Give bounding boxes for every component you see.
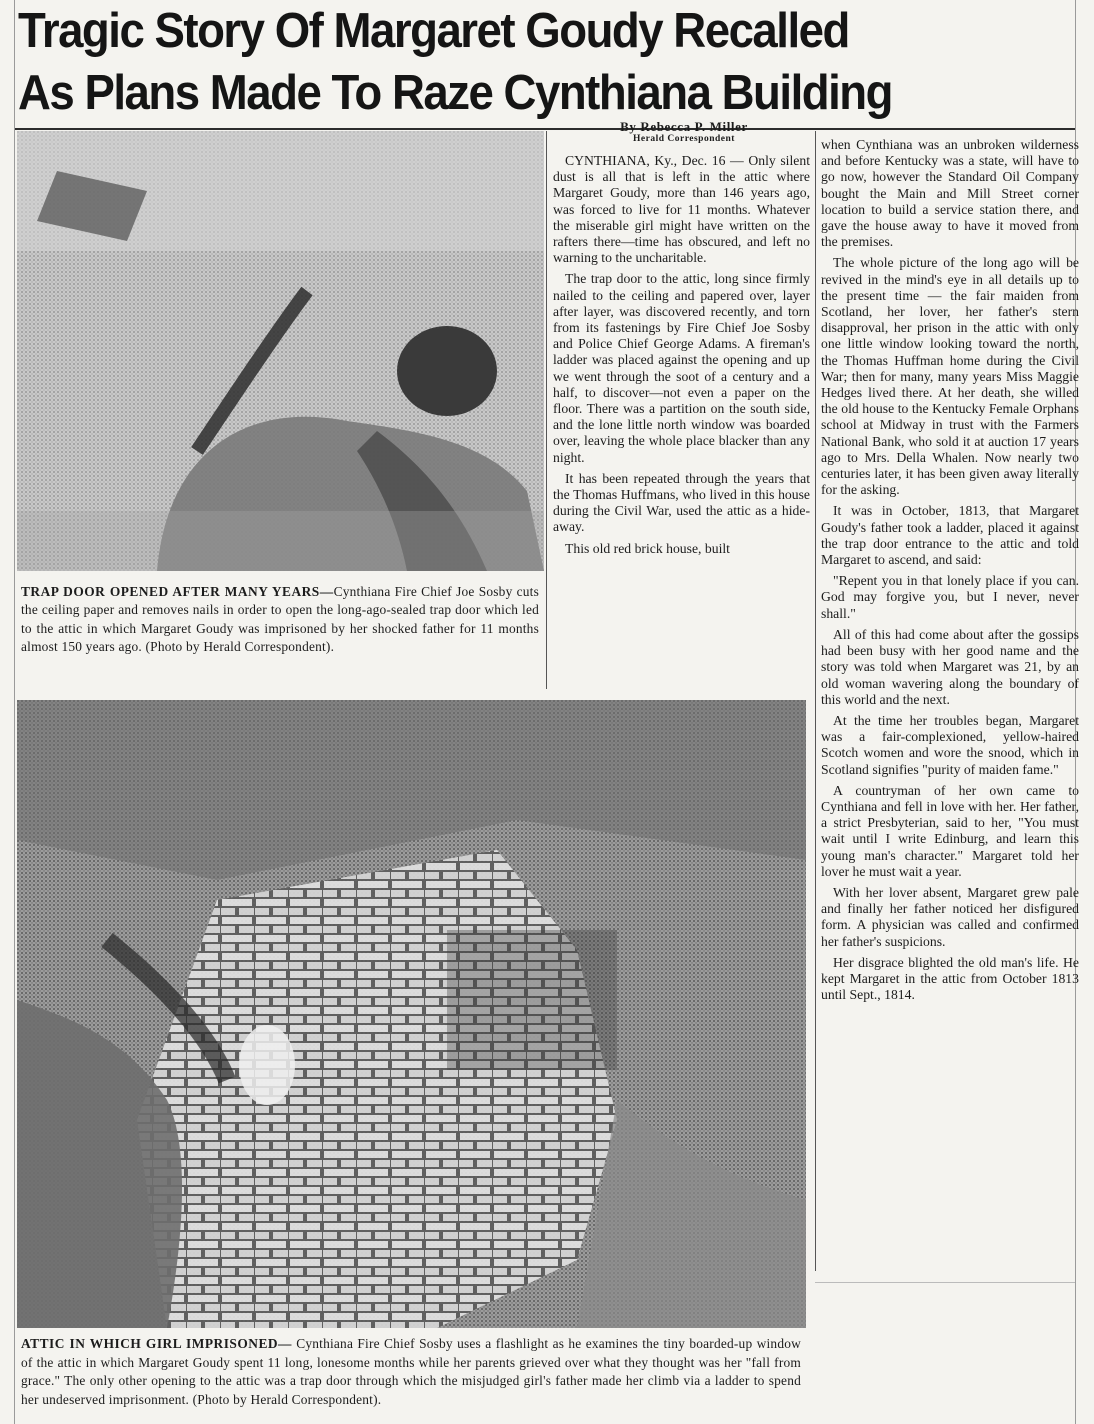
left-margin-rule bbox=[14, 0, 15, 1424]
caption-1-lead: TRAP DOOR OPENED AFTER MANY YEARS— bbox=[21, 584, 334, 599]
headline bbox=[18, 0, 911, 124]
article-column-1 bbox=[553, 153, 810, 562]
headline-line-2: As Plans Made To Raze Cynthiana Building bbox=[18, 66, 892, 120]
photo-attic-caption bbox=[21, 1335, 801, 1409]
paragraph: This old red brick house, built bbox=[565, 540, 730, 556]
paragraph: A countryman of her own came to Cynthiana and fell in love with her. Her father, a strict Presbyterian, said to her, "You must wait until I write Edinburg, and learn this young man's character." Margaret told her lover he must wait a year. bbox=[821, 782, 1079, 879]
caption-2-lead: ATTIC IN WHICH GIRL IMPRISONED— bbox=[21, 1336, 292, 1351]
byline-role: Herald Correspondent bbox=[633, 134, 735, 144]
paragraph: At the time her troubles began, Margaret was a fair-complexioned, yellow-haired Scotch women and wore the snood, which in Scotland signifies "purity of maiden fame." bbox=[821, 712, 1079, 777]
paragraph: The whole picture of the long ago will be revived in the mind's eye in all details up to the present time — the fair maiden from Scotland, her lover, her father's stern disapproval, her prison in the attic with only one little window looking toward the north, the Thomas Huffman home during the Civil War; then for many, many years Miss Maggie Hedges lived there. At her death, she willed the old house to the Kentucky Female Orphans school at Midway in trust with the Farmers National Bank, who sold it at auction 17 years ago to Mrs. Della Whalen. Now nearly two centuries later, it has been given away literally for the asking. bbox=[821, 255, 1079, 498]
paragraph: CYNTHIANA, Ky., Dec. 16 — Only silent dust is all that is left in the attic where Margaret Goudy, more than 146 years ago, was forced to live for 11 months. Whatever the miserable girl might have written on the rafters there—time has obscured, and left no warning to the uncharitable. bbox=[553, 153, 810, 266]
quote-paragraph: "Repent you in that lonely place if you can. God may forgive you, but I never, never shall." bbox=[821, 573, 1079, 621]
paragraph: All of this had come about after the gossips had been busy with her good name and the story was told when Margaret was 21, by an old woman wavering along the boundary of this world and the next. bbox=[821, 626, 1079, 707]
headline-line-1: Tragic Story Of Margaret Goudy Recalled bbox=[18, 4, 849, 58]
photo-trap-door bbox=[17, 131, 544, 571]
caption-1-body: Cynthiana Fire Chief Joe Sosby cuts the ceiling paper and removes nails in order to open the long-ago-sealed trap door which led to the attic in which Margaret Goudy was imprisoned by her shocked father for 11 months almost 150 years ago. (Photo by Herald Correspondent). bbox=[21, 584, 540, 655]
paragraph: It has been repeated through the years that the Thomas Huffmans, who lived in this house during the Civil War, used the attic as a hide-away. bbox=[553, 470, 810, 535]
paragraph: The trap door to the attic, long since firmly nailed to the ceiling and papered over, layer after layer, was discovered recently, and torn from its fastenings by Fire Chief Joe Sosby and Police Chief George Adams. A fireman's ladder was placed against the opening and up we went through the soot of a century and a half, to discover—not even a paper on the floor. There was a partition on the south side, and the lone little north window was boarded over, leaving the whole place blacker than any night. bbox=[553, 271, 810, 465]
paragraph: Her disgrace blighted the old man's life. He kept Margaret in the attic from October 1813 until Sept., 1814. bbox=[821, 954, 1079, 1003]
paragraph: It was in October, 1813, that Margaret Goudy's father took a ladder, placed it against the trap door entrance to the attic and told Margaret to ascend, and said: bbox=[821, 503, 1079, 568]
byline bbox=[553, 119, 815, 144]
column-rule-2 bbox=[815, 131, 816, 1271]
headline-rule bbox=[15, 128, 1075, 130]
photo-attic-window bbox=[17, 700, 806, 1328]
paragraph: With her lover absent, Margaret grew pale and finally her father noticed her disfigured form. A physician was called and confirmed her father's suspicions. bbox=[821, 884, 1079, 949]
byline-name: By Rebecca P. Miller bbox=[620, 119, 748, 134]
column-end-rule bbox=[815, 1282, 1075, 1283]
paragraph: when Cynthiana was an unbroken wilderness and before Kentucky was a state, will have to go now, however the Standard Oil Company bought the Main and Mill Street corner location to build a service station there, and gave the house away to have it moved from the premises. bbox=[821, 137, 1079, 250]
article-column-2 bbox=[821, 137, 1079, 1008]
column-rule-1 bbox=[546, 131, 547, 689]
photo-trap-door-caption bbox=[21, 583, 539, 657]
caption-2-body: Cynthiana Fire Chief Sosby uses a flashlight as he examines the tiny boarded-up window of the attic in which Margaret Goudy spent 11 long, lonesome months while her parents grieved over what they thought was her "fall from grace." The only other opening to the attic was a trap door through which the misjudged girl's father made her climb via a ladder to spend her undeserved imprisonment. (Photo by Herald Correspondent). bbox=[21, 1336, 801, 1407]
